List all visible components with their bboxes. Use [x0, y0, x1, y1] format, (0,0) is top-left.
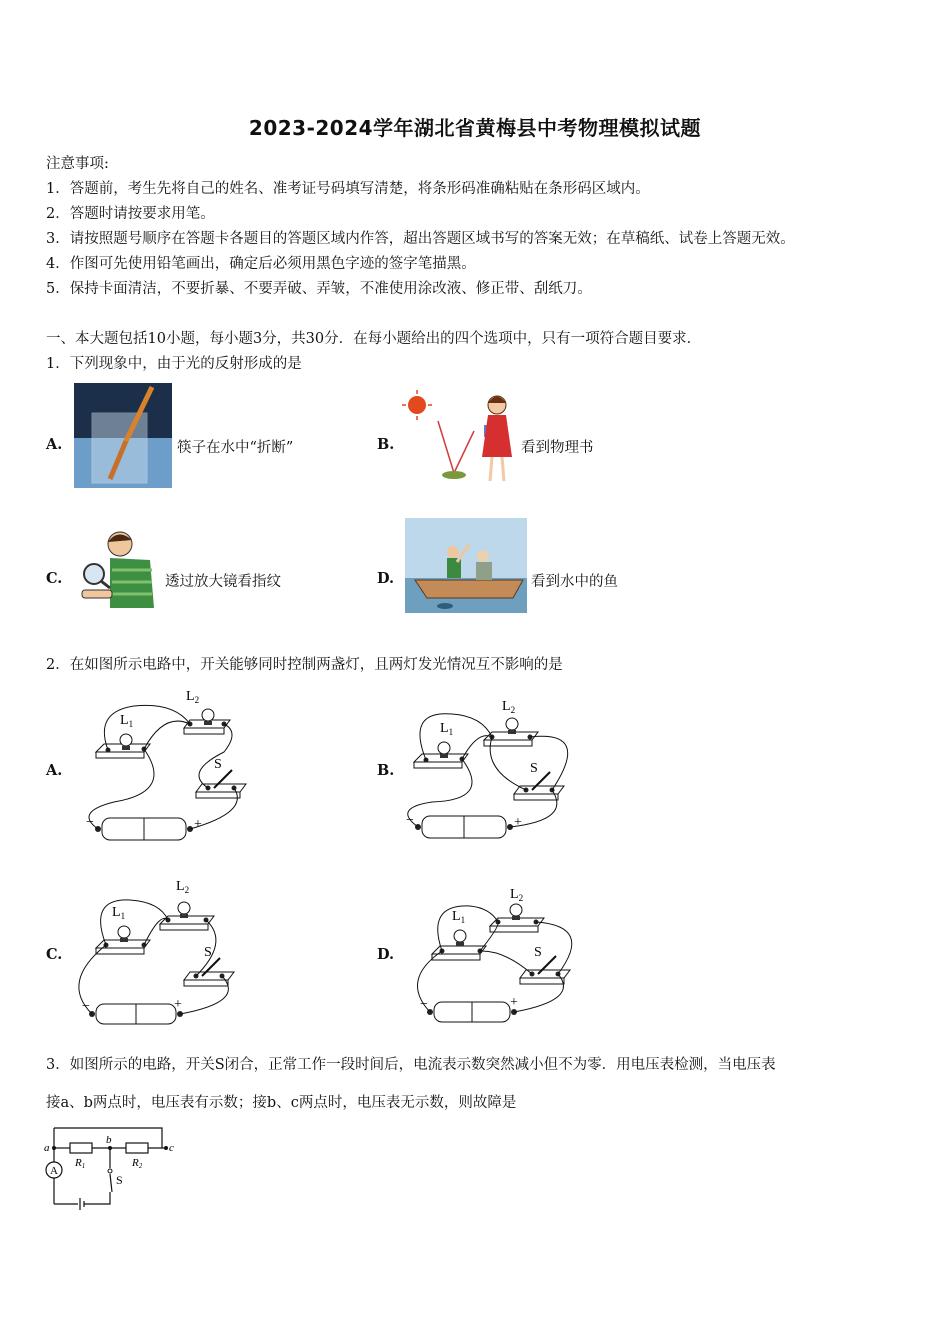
notice-heading: 注意事项:: [46, 156, 109, 172]
q3-line-1: 3．如图所示的电路，开关S闭合，正常工作一段时间后，电流表示数突然减小但不为零．用电压表检测，当电压表: [46, 1057, 776, 1073]
q1-option-b-letter[interactable]: B.: [377, 436, 395, 453]
girl-reading-book-image: [402, 385, 517, 487]
q2-option-b-letter[interactable]: B.: [377, 762, 395, 779]
q3-circuit: [42, 1120, 182, 1210]
point-a-label: a: [44, 1142, 50, 1154]
boy-with-magnifier-image: [70, 530, 160, 610]
q2a-l1-label: $L_1$: [120, 713, 134, 729]
q2-circuit-b: [392, 690, 582, 852]
q2b-minus: −: [406, 813, 414, 828]
section-heading: 一、本大题包括10小题，每小题3分，共30分．在每小题给出的四个选项中，只有一项符合题目要求．: [46, 331, 702, 347]
q2d-minus: −: [420, 997, 428, 1012]
q2b-plus: +: [514, 815, 522, 830]
switch-label: S: [116, 1173, 123, 1187]
q2-circuit-d: [404, 880, 584, 1036]
q2d-plus: +: [510, 995, 518, 1010]
point-b-label: b: [106, 1134, 112, 1146]
q2a-l2-label: $L_2$: [186, 689, 200, 705]
q2c-l2-label: $L_2$: [176, 879, 190, 895]
q2-option-c-letter[interactable]: C.: [46, 946, 63, 963]
q2-option-a-letter[interactable]: A.: [46, 762, 63, 779]
r1-label: R1: [75, 1157, 86, 1170]
q2c-s-label: S: [204, 945, 212, 960]
q2c-l1-label: $L_1$: [112, 905, 126, 921]
notice-item-4: 4．作图可先使用铅笔画出，确定后必须用黑色字迹的签字笔描黑。: [46, 256, 476, 272]
q2b-l2-label: $L_2$: [502, 699, 516, 715]
q2-stem: 2．在如图所示电路中，开关能够同时控制两盏灯，且两灯发光情况互不影响的是: [46, 657, 563, 673]
page-title: 2023-2024学年湖北省黄梅县中考物理模拟试题: [248, 116, 702, 140]
chopstick-in-water-image: [74, 383, 172, 488]
q2-circuit-a: [74, 682, 254, 850]
q2-circuit-c: [70, 872, 250, 1034]
q1-option-a-text: 筷子在水中“折断”: [177, 440, 294, 456]
q2a-plus: +: [194, 817, 202, 832]
q1-option-c-letter[interactable]: C.: [46, 570, 63, 587]
q2b-l1-label: $L_1$: [440, 721, 454, 737]
q2d-l2-label: $L_2$: [510, 887, 524, 903]
notice-item-2: 2．答题时请按要求用笔。: [46, 206, 215, 222]
q2c-minus: −: [82, 999, 90, 1014]
q2-option-d-letter[interactable]: D.: [377, 946, 395, 963]
q1-option-d-text: 看到水中的鱼: [531, 574, 618, 590]
q2d-s-label: S: [534, 945, 542, 960]
q2a-minus: −: [86, 815, 94, 830]
q2c-plus: +: [174, 997, 182, 1012]
q2b-s-label: S: [530, 761, 538, 776]
q3-line-2: 接a、b两点时，电压表有示数；接b、c两点时，电压表无示数，则故障是: [46, 1095, 517, 1111]
q1-option-a-letter[interactable]: A.: [46, 436, 63, 453]
r2-label: R2: [132, 1157, 143, 1170]
point-c-label: c: [169, 1142, 174, 1154]
ammeter-label: A: [50, 1165, 58, 1177]
fishing-boat-image: [405, 518, 527, 613]
q2d-l1-label: $L_1$: [452, 909, 466, 925]
q1-stem: 1．下列现象中，由于光的反射形成的是: [46, 356, 302, 372]
q1-option-b-text: 看到物理书: [521, 440, 594, 456]
notice-item-3: 3．请按照题号顺序在答题卡各题目的答题区域内作答，超出答题区域书写的答案无效；在草稿纸、试卷上答题无效。: [46, 231, 795, 247]
q2a-s-label: S: [214, 757, 222, 772]
notice-item-5: 5．保持卡面清洁，不要折暴、不要弄破、弄皱，不准使用涂改液、修正带、刮纸刀。: [46, 281, 592, 297]
q1-option-c-text: 透过放大镜看指纹: [165, 574, 281, 590]
q1-option-d-letter[interactable]: D.: [377, 570, 395, 587]
notice-item-1: 1．答题前，考生先将自己的姓名、准考证号码填写清楚，将条形码准确粘贴在条形码区域内。: [46, 181, 650, 197]
